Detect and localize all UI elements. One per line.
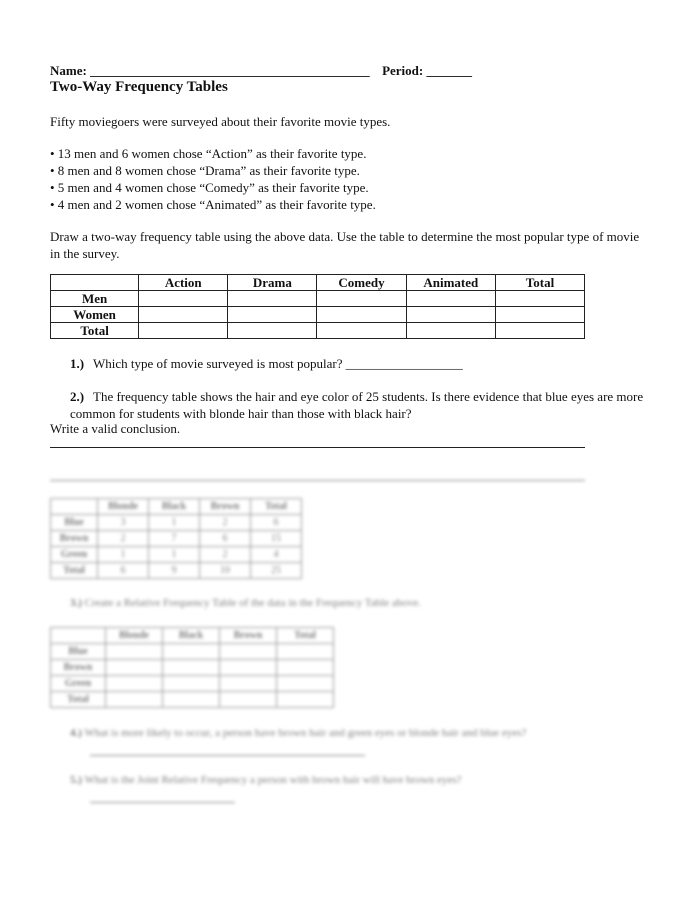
question-number: 5.) (70, 774, 82, 786)
empty-cell (406, 291, 495, 307)
empty-cell (106, 676, 163, 692)
row-header: Total (51, 692, 106, 708)
table-cell: 1 (98, 547, 149, 563)
question-text: Which type of movie surveyed is most popular? __________________ (93, 356, 463, 371)
column-header: Blonde (106, 628, 163, 644)
empty-cell (220, 676, 277, 692)
table-row (51, 291, 585, 307)
table-cell: 2 (98, 531, 149, 547)
table-cell: 1 (149, 515, 200, 531)
column-header: Action (139, 275, 228, 291)
empty-cell (406, 307, 495, 323)
empty-cell (139, 291, 228, 307)
question-4 (70, 727, 650, 739)
table-cell: 7 (149, 531, 200, 547)
table-row (51, 515, 302, 531)
answer-line (90, 802, 235, 803)
question-5 (70, 774, 650, 786)
empty-cell (163, 644, 220, 660)
empty-cell (163, 660, 220, 676)
empty-cell (277, 644, 334, 660)
question-number: 3.) (70, 597, 82, 609)
page-title: Two-Way Frequency Tables (50, 79, 228, 95)
column-header: Total (496, 275, 585, 291)
empty-cell (220, 692, 277, 708)
table-row (51, 547, 302, 563)
table-cell: 1 (149, 547, 200, 563)
table-cell: 2 (200, 515, 251, 531)
column-header: Comedy (317, 275, 406, 291)
row-header: Brown (51, 660, 106, 676)
column-header: Drama (228, 275, 317, 291)
answer-line (50, 480, 585, 481)
empty-cell (106, 660, 163, 676)
empty-cell (163, 692, 220, 708)
row-header: Blue (51, 644, 106, 660)
column-header: Brown (200, 499, 251, 515)
table-cell: 3 (98, 515, 149, 531)
empty-cell (228, 307, 317, 323)
table-corner-cell (51, 499, 98, 515)
table-corner-cell (51, 628, 106, 644)
question-number: 2.) (70, 389, 85, 404)
table-cell: 4 (251, 547, 302, 563)
empty-cell (228, 323, 317, 339)
header-line (50, 63, 472, 79)
empty-cell (106, 644, 163, 660)
question-3 (70, 597, 421, 609)
column-header: Total (251, 499, 302, 515)
question-2 (70, 388, 645, 422)
hair-eye-frequency-table (50, 498, 302, 579)
empty-cell (163, 676, 220, 692)
row-header: Brown (51, 531, 98, 547)
empty-cell (317, 291, 406, 307)
empty-cell (220, 660, 277, 676)
row-header: Green (51, 547, 98, 563)
empty-cell (406, 323, 495, 339)
column-header: Black (149, 499, 200, 515)
question-number: 1.) (70, 356, 85, 371)
period-label: Period: _______ (382, 63, 472, 78)
table-row (51, 531, 302, 547)
answer-line (50, 447, 585, 448)
question-number: 4.) (70, 727, 82, 739)
row-header: Blue (51, 515, 98, 531)
table-cell: 2 (200, 547, 251, 563)
movie-frequency-table (50, 274, 585, 339)
empty-cell (277, 692, 334, 708)
relative-frequency-table (50, 627, 334, 708)
table-cell: 15 (251, 531, 302, 547)
row-header: Women (51, 307, 139, 323)
table-cell: 9 (149, 563, 200, 579)
empty-cell (228, 291, 317, 307)
question-text: What is more likely to occur, a person have brown hair and green eyes or blonde hair and blue eyes? (84, 727, 527, 739)
empty-cell (106, 692, 163, 708)
table-row (51, 692, 334, 708)
column-header: Animated (406, 275, 495, 291)
name-label: Name: ___________________________________________ (50, 63, 370, 78)
column-header: Brown (220, 628, 277, 644)
table-cell: 6 (251, 515, 302, 531)
row-header: Total (51, 563, 98, 579)
table-row (51, 660, 334, 676)
bullet-item: • 4 men and 2 women chose “Animated” as their favorite type. (50, 197, 376, 212)
table-row (51, 644, 334, 660)
table-cell: 6 (200, 531, 251, 547)
table-header-row (51, 628, 334, 644)
question-text: Create a Relative Frequency Table of the data in the Frequency Table above. (84, 597, 421, 609)
table-cell: 6 (98, 563, 149, 579)
column-header: Black (163, 628, 220, 644)
table-cell: 25 (251, 563, 302, 579)
question-text: The frequency table shows the hair and eye color of 25 students. Is there evidence that blue eyes are more common for students with blonde hair than those with black hair? (70, 389, 644, 421)
empty-cell (496, 323, 585, 339)
empty-cell (496, 307, 585, 323)
answer-line (90, 755, 365, 756)
intro-text: Fifty moviegoers were surveyed about their favorite movie types. (50, 114, 391, 129)
empty-cell (220, 644, 277, 660)
column-header: Blonde (98, 499, 149, 515)
question-1 (70, 355, 463, 372)
table-cell: 10 (200, 563, 251, 579)
bullet-item: • 8 men and 8 women chose “Drama” as their favorite type. (50, 163, 360, 178)
question-text: What is the Joint Relative Frequency a person with brown hair will have brown eyes? (84, 774, 462, 786)
empty-cell (317, 307, 406, 323)
table-header-row (51, 499, 302, 515)
row-header: Green (51, 676, 106, 692)
table-row (51, 676, 334, 692)
column-header: Total (277, 628, 334, 644)
bullet-item: • 13 men and 6 women chose “Action” as their favorite type. (50, 146, 367, 161)
empty-cell (277, 676, 334, 692)
empty-cell (317, 323, 406, 339)
empty-cell (139, 323, 228, 339)
empty-cell (496, 291, 585, 307)
instruction-text: Draw a two-way frequency table using the above data. Use the table to determine the most popular type of movie in the survey. (50, 229, 640, 261)
row-header: Total (51, 323, 139, 339)
table-row (51, 563, 302, 579)
empty-cell (277, 660, 334, 676)
table-corner-cell (51, 275, 139, 291)
bullet-list (50, 145, 376, 213)
empty-cell (139, 307, 228, 323)
bullet-item: • 5 men and 4 women chose “Comedy” as their favorite type. (50, 180, 369, 195)
table-row (51, 323, 585, 339)
conclusion-prompt: Write a valid conclusion. (50, 421, 181, 436)
row-header: Men (51, 291, 139, 307)
table-row (51, 307, 585, 323)
table-header-row (51, 275, 585, 291)
